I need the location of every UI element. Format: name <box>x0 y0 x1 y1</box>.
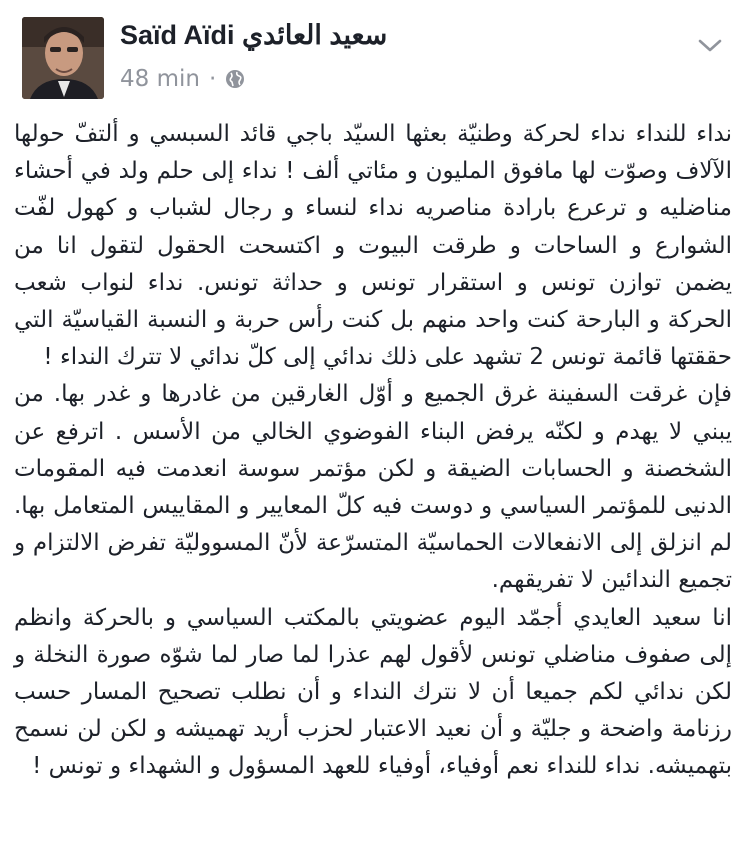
profile-photo-icon <box>22 17 104 99</box>
chevron-down-icon[interactable] <box>694 34 726 58</box>
post-timestamp[interactable]: 48 min <box>120 66 200 92</box>
post-text <box>14 116 732 786</box>
post-meta <box>120 66 245 92</box>
avatar[interactable] <box>22 17 104 99</box>
post-header <box>0 0 750 110</box>
post-paragraph-1: نداء للنداء نداء لحركة وطنيّة بعثها السيّد باجي قائد السبسي و ألتفّ حولها الآلاف وصوّت لها مافوق المليون و مئاتي ألف ! نداء إلى حلم ولد في أحشاء مناضليه و ترعرع بارادة مناصريه نداء لنساء و رجال لشباب و كهول لفّت الشوارع و الساحات و طرقت البيوت و اكتسحت الحقول لتقول انا من يضمن توازن تونس و استقرار تونس و حداثة تونس. نداء لنواب شعب الحركة و البارحة كنت واحد منهم بل كنت رأس حربة و النسبة القياسيّة التي حققتها قائمة تونس 2 تشهد على ذلك ندائي إلى كلّ ندائي لا تترك النداء ! <box>14 121 732 371</box>
post-paragraph-3: انا سعيد العايدي أجمّد اليوم عضويتي بالمكتب السياسي و بالحركة وانظم إلى صفوف مناضلي تونس لأقول لهم عذرا لما صار لما شوّه صورة النخلة و لكن ندائي لكم جميعا أن لا نترك النداء و أن نطلب تصحيح المسار حسب رزنامة واضحة و جليّة و أن نعيد الاعتبار لحزب أريد تهميشه و لكن لن نسمح بتهميشه. نداء للنداء نعم أوفياء، أوفياء للعهد المسؤول و الشهداء و تونس ! <box>14 604 732 780</box>
post-paragraph-2: فإن غرقت السفينة غرق الجميع و أوّل الغارقين من غادرها و غدر بها. من يبني لا يهدم و لكنّه يرفض البناء الفوضوي الخالي من الأسس . اترفع عن الشخصنة و الحسابات الضيقة و لكن مؤتمر سوسة انعدمت فيه المقومات الدنيى للمؤتمر السياسي و دوست فيه كلّ المعايير و المقاييس المتعامل بها. لم انزلق إلى الانفعالات الحماسيّة المتسرّعة لأنّ المسووليّة تفرض الالتزام و تجميع الندائين لا تفريقهم. <box>14 381 732 594</box>
author-name[interactable]: Saïd Aïdi سعيد العائدي <box>120 20 388 50</box>
globe-icon[interactable] <box>225 69 245 89</box>
meta-separator: · <box>208 66 217 92</box>
